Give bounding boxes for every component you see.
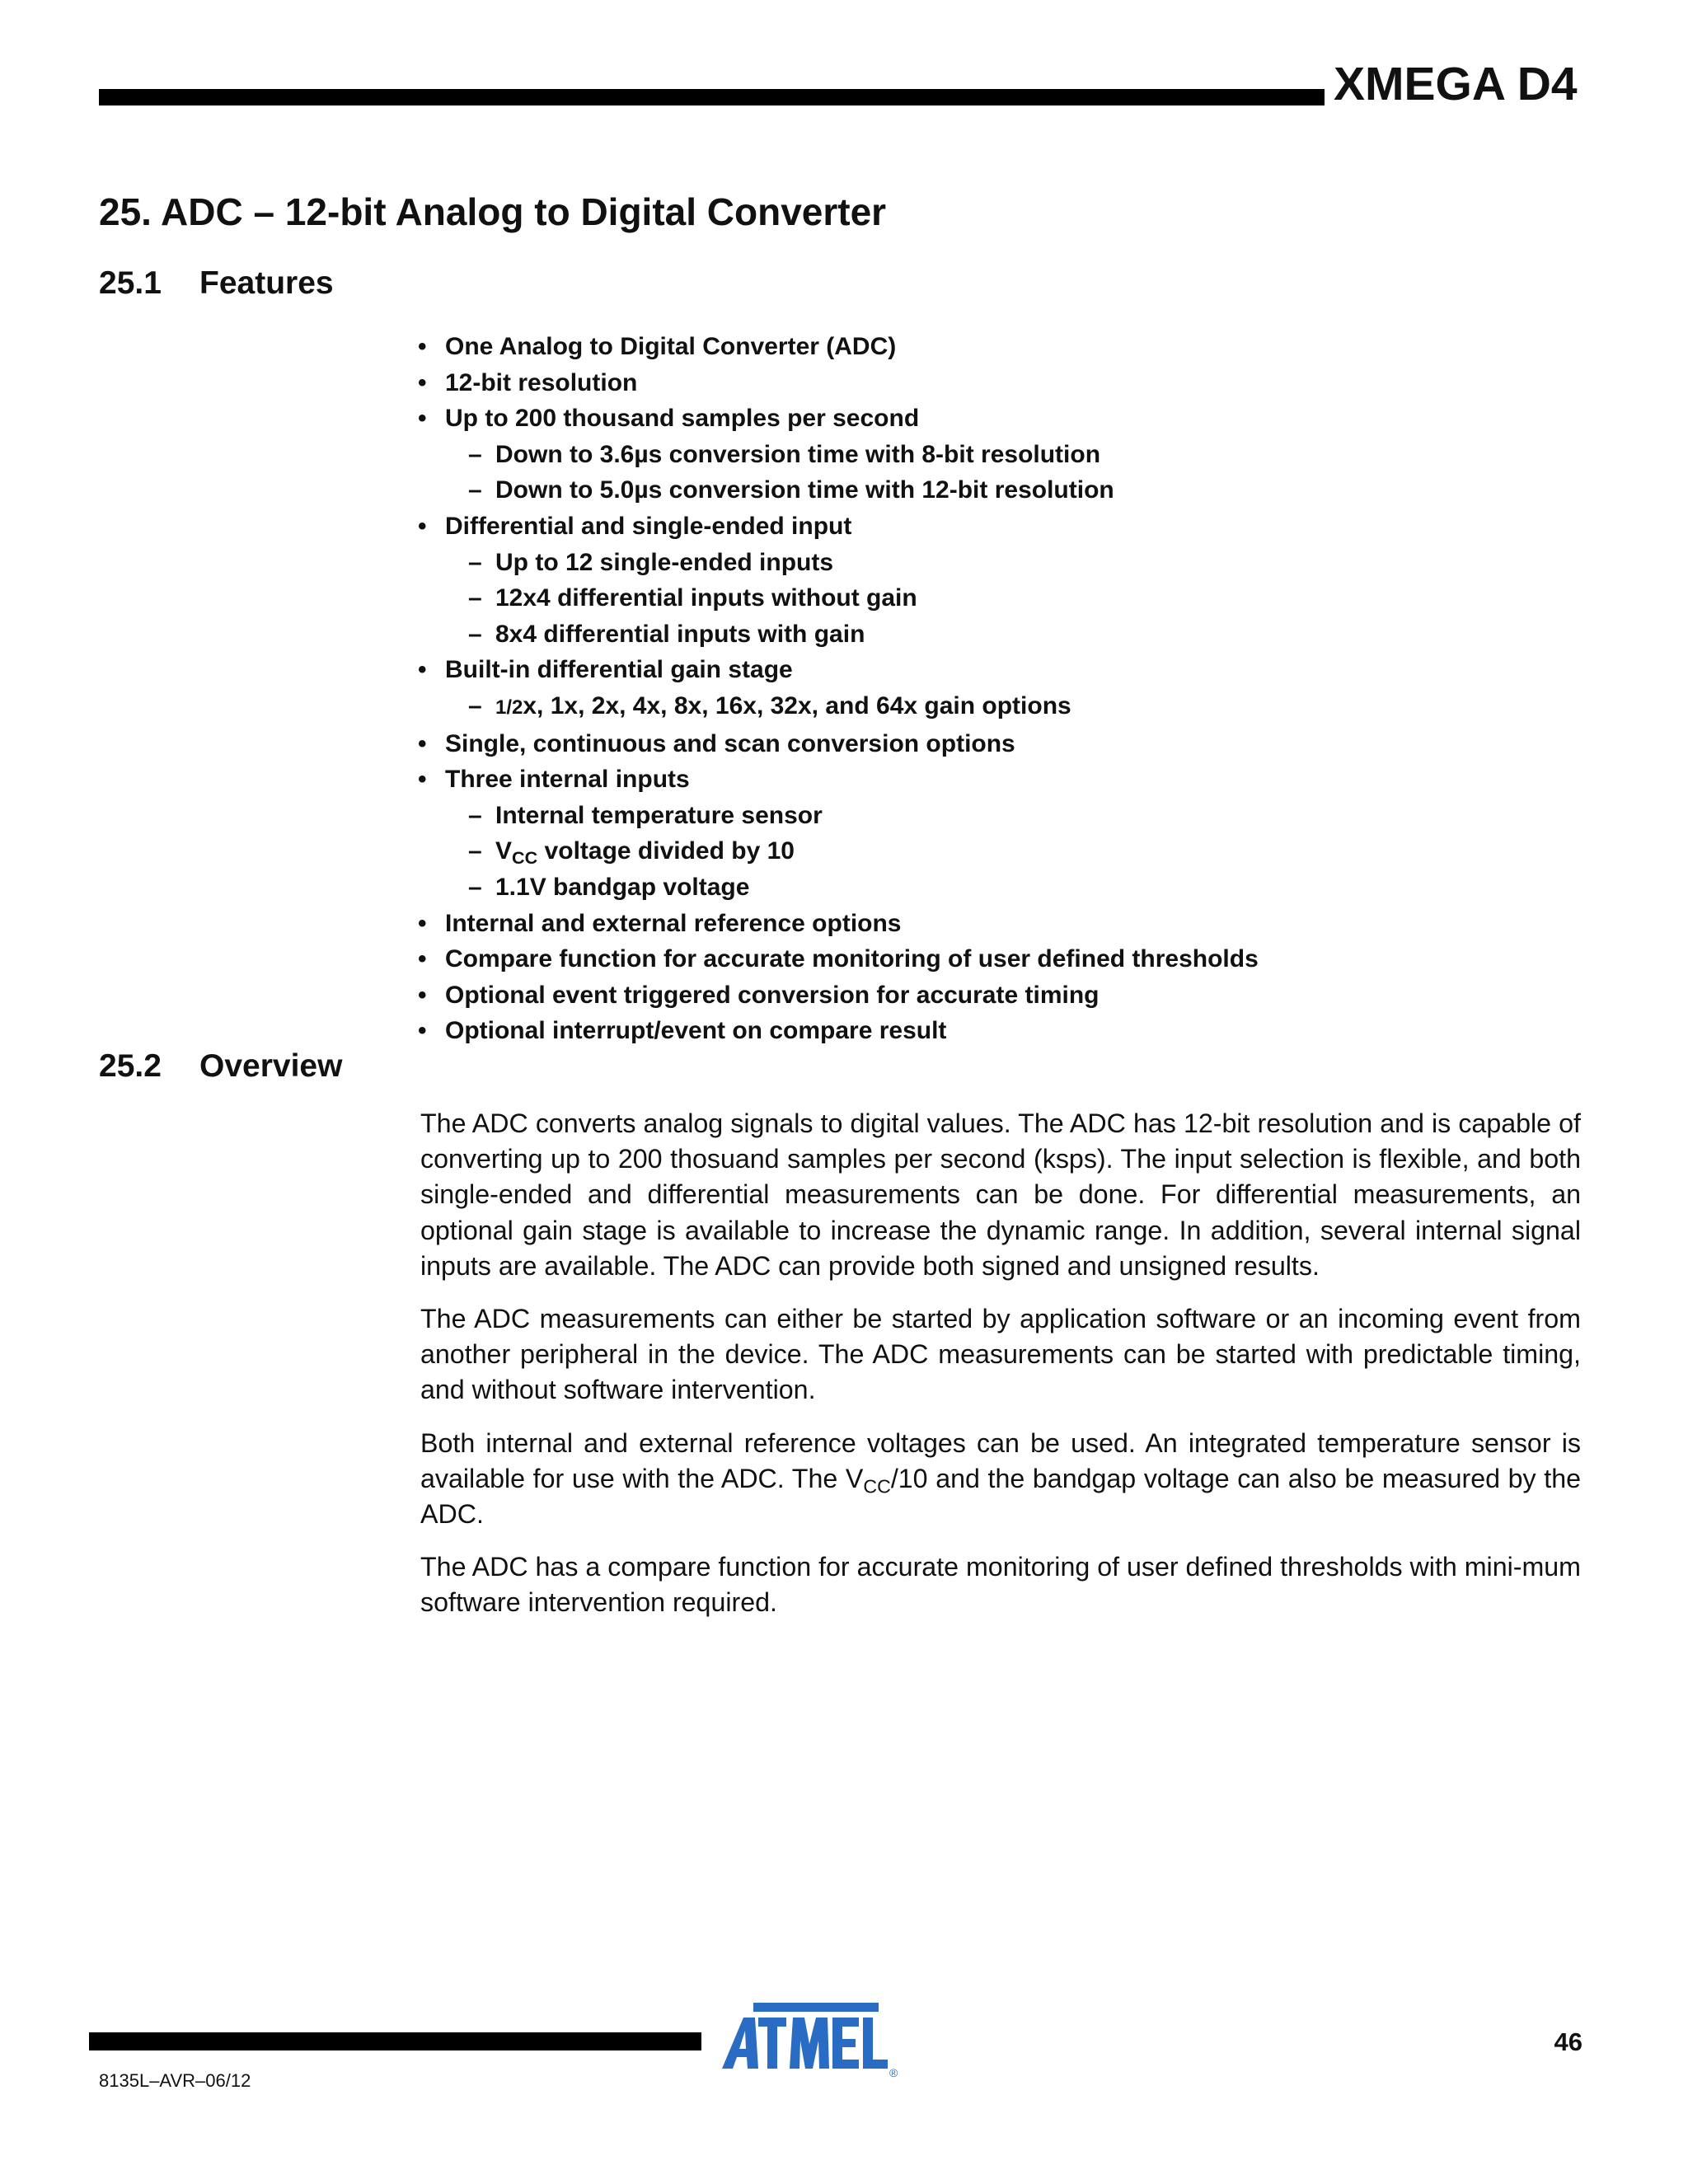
feature-subitem	[416, 580, 1570, 616]
section-title: Features	[199, 265, 334, 301]
feature-item	[416, 329, 1570, 365]
bullet-marker: •	[418, 729, 427, 757]
bullet-marker: •	[418, 909, 427, 937]
bullet-marker: •	[418, 368, 427, 396]
chapter-heading	[99, 189, 886, 235]
bullet-marker: •	[418, 405, 427, 433]
feature-subitem	[416, 437, 1570, 473]
feature-item	[416, 652, 1570, 688]
feature-item	[416, 365, 1570, 401]
registered-mark: ®	[889, 2066, 898, 2079]
features-heading	[99, 264, 334, 303]
bullet-marker: •	[418, 945, 427, 973]
document-title: XMEGA D4	[1334, 58, 1578, 110]
section-number: 25.1	[99, 265, 162, 301]
document-id: 8135L–AVR–06/12	[99, 2070, 251, 2091]
header-rule	[99, 89, 1325, 105]
feature-text: 12-bit resolution	[445, 368, 638, 396]
overview-paragraph: Both internal and external reference voltages can be used. An integrated temperature sensor is available for use with the ADC. The $V_{CC}/10$ and the bandgap voltage can also be measured by the ADC.	[420, 1427, 1581, 1530]
feature-item	[416, 726, 1570, 762]
feature-subitem	[416, 869, 1570, 906]
feature-list	[416, 329, 1570, 1049]
feature-text: Optional event triggered conversion for accurate timing	[445, 981, 1100, 1009]
feature-subitem	[416, 472, 1570, 509]
feature-text: Three internal inputs	[445, 766, 690, 794]
feature-text: Built-in differential gain stage	[445, 656, 793, 684]
dash-marker: –	[468, 801, 482, 829]
bullet-marker: •	[418, 1017, 427, 1045]
overview-paragraph: The ADC has a compare function for accurate monitoring of user defined thresholds with mini-mum software intervention required.	[420, 1552, 1581, 1618]
feature-text: Compare function for accurate monitoring of user defined thresholds	[445, 945, 1259, 973]
feature-item	[416, 401, 1570, 437]
overview-paragraph: The ADC measurements can either be started by application software or an incoming event from another peripheral in the device. The ADC measurements can be started with predictable timing, and without software intervention.	[420, 1304, 1581, 1405]
dash-marker: –	[468, 440, 482, 468]
feature-item	[416, 906, 1570, 942]
bullet-marker: •	[418, 981, 427, 1009]
overview-heading	[99, 1047, 342, 1086]
feature-text: 1.1V bandgap voltage	[495, 873, 750, 901]
bullet-marker: •	[418, 333, 427, 360]
feature-text: Single, continuous and scan conversion options	[445, 729, 1015, 757]
chapter-title: ADC – 12-bit Analog to Digital Converter	[161, 190, 887, 233]
bullet-marker: •	[418, 656, 427, 684]
feature-text: One Analog to Digital Converter (ADC)	[445, 333, 897, 360]
dash-marker: –	[468, 837, 482, 865]
dash-marker: –	[468, 873, 482, 901]
feature-text: Optional interrupt/event on compare result	[445, 1017, 947, 1045]
feature-item	[416, 977, 1570, 1014]
feature-subitem	[416, 798, 1570, 834]
feature-text: Down to 3.6µs conversion time with 8-bit resolution	[495, 440, 1101, 468]
feature-subitem: – 1/2x, 1x, 2x, 4x, 8x, 16x, 32x, and 64x gain options	[416, 688, 1570, 726]
feature-text: Internal temperature sensor	[495, 801, 823, 829]
feature-text: Down to 5.0µs conversion time with 12-bit resolution	[495, 476, 1114, 504]
section-title: Overview	[199, 1048, 343, 1084]
footer-rule	[89, 2032, 701, 2050]
overview-paragraph: The ADC converts analog signals to digital values. The ADC has 12-bit resolution and is capable of converting up to 200 thosuand samples per second (ksps). The input selection is flexible, and both single-ended and differential measurements can be done. For differential measurements, an optional gain stage is available to increase the dynamic range. In addition, several internal signal inputs are available. The ADC can provide both signed and unsigned results.	[420, 1108, 1581, 1281]
dash-marker: –	[468, 620, 482, 648]
feature-text: x, 1x, 2x, 4x, 8x, 16x, 32x, and 64x gain options	[523, 691, 1071, 719]
feature-text: voltage divided by 10	[537, 837, 795, 865]
feature-text: Internal and external reference options	[445, 909, 902, 937]
feature-text: Differential and single-ended input	[445, 512, 852, 540]
atmel-logo	[722, 2003, 899, 2079]
feature-item	[416, 509, 1570, 545]
feature-text: 12x4 differential inputs without gain	[495, 584, 917, 612]
chapter-number: 25.	[99, 190, 152, 233]
feature-subitem	[416, 616, 1570, 653]
page-number: 46	[1554, 2027, 1582, 2056]
feature-text: Up to 200 thousand samples per second	[445, 405, 920, 433]
dash-marker: –	[468, 548, 482, 576]
section-number: 25.2	[99, 1048, 162, 1084]
overview-body	[420, 1106, 1581, 1638]
feature-text: 8x4 differential inputs with gain	[495, 620, 865, 648]
feature-item	[416, 1013, 1570, 1049]
dash-marker: –	[468, 584, 482, 612]
bullet-marker: •	[418, 766, 427, 794]
dash-marker: –	[468, 476, 482, 504]
dash-marker: –	[468, 691, 482, 719]
bullet-marker: •	[418, 512, 427, 540]
feature-item	[416, 941, 1570, 977]
feature-subitem	[416, 545, 1570, 581]
feature-item	[416, 762, 1570, 798]
feature-text: Up to 12 single-ended inputs	[495, 548, 834, 576]
feature-subitem: – $V_{CC}$ voltage divided by 10	[416, 833, 1570, 869]
